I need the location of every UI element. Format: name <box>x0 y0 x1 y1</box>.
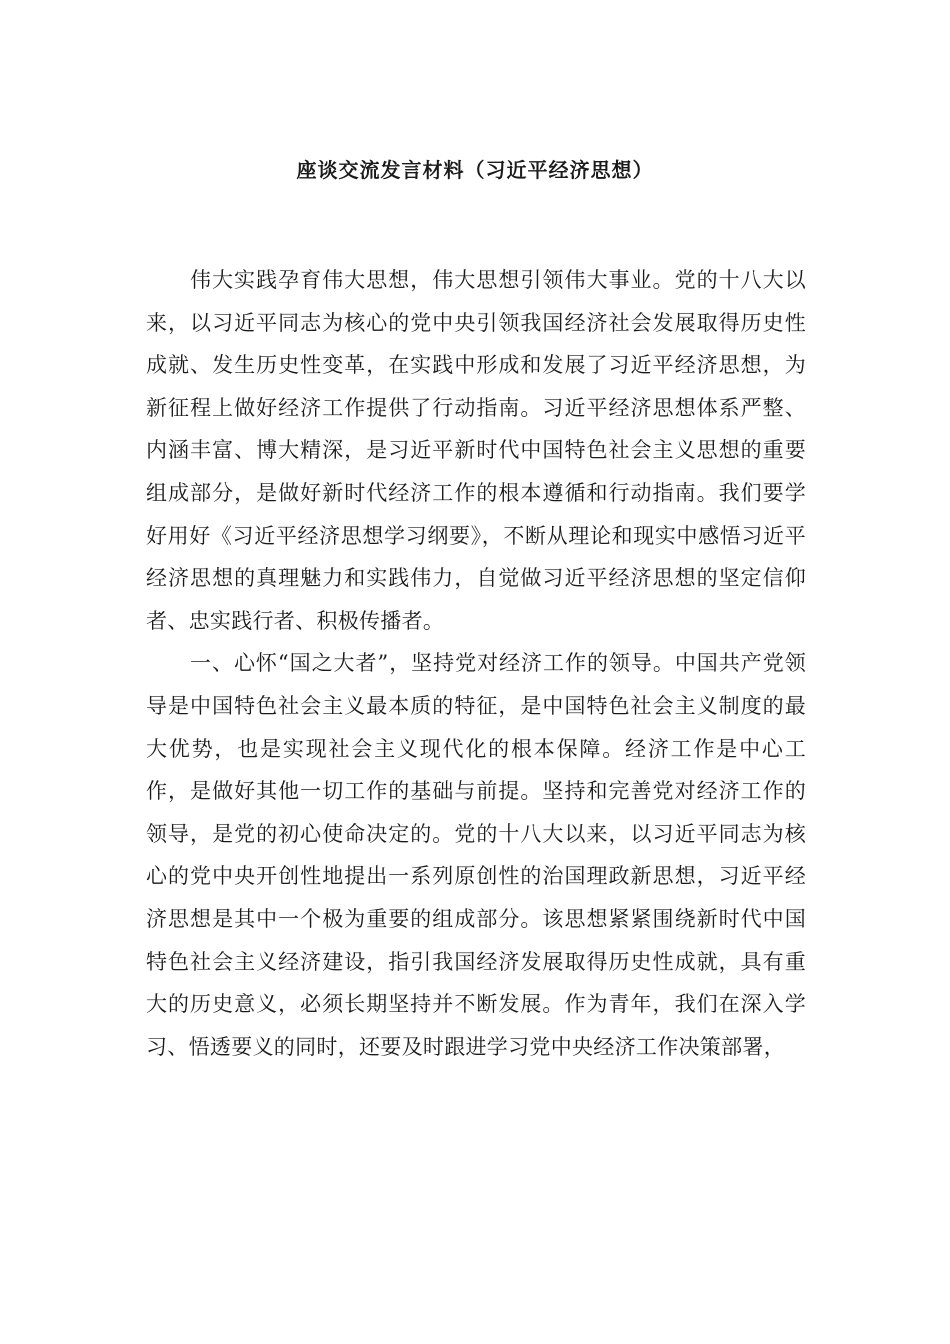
page-title: 座谈交流发言材料（习近平经济思想） <box>296 158 654 182</box>
paragraph-intro: 伟大实践孕育伟大思想，伟大思想引领伟大事业。党的十八大以来，以习近平同志为核心的党中央引领我国经济社会发展取得历史性成就、发生历史性变革，在实践中形成和发展了习近平经济思想，为新征程上做好经济工作提供了行动指南。习近平经济思想体系严整、内涵丰富、博大精深，是习近平新时代中国特色社会主义思想的重要组成部分，是做好新时代经济工作的根本遵循和行动指南。我们要学好用好《习近平经济思想学习纲要》，不断从理论和现实中感悟习近平经济思想的真理魅力和实践伟力，自觉做习近平经济思想的坚定信仰者、忠实践行者、积极传播者。 <box>146 268 806 633</box>
document-body <box>146 259 806 1068</box>
paragraph-section-one: 一、心怀“国之大者”，坚持党对经济工作的领导。中国共产党领导是中国特色社会主义最本质的特征，是中国特色社会主义制度的最大优势，也是实现社会主义现代化的根本保障。经济工作是中心工作，是做好其他一切工作的基础与前提。坚持和完善党对经济工作的领导，是党的初心使命决定的。党的十八大以来，以习近平同志为核心的党中央开创性地提出一系列原创性的治国理政新思想，习近平经济思想是其中一个极为重要的组成部分。该思想紧紧围绕新时代中国特色社会主义经济建设，指引我国经济发展取得历史性成就，具有重大的历史意义，必须长期坚持并不断发展。作为青年，我们在深入学习、悟透要义的同时，还要及时跟进学习党中央经济工作决策部署， <box>146 651 806 1059</box>
